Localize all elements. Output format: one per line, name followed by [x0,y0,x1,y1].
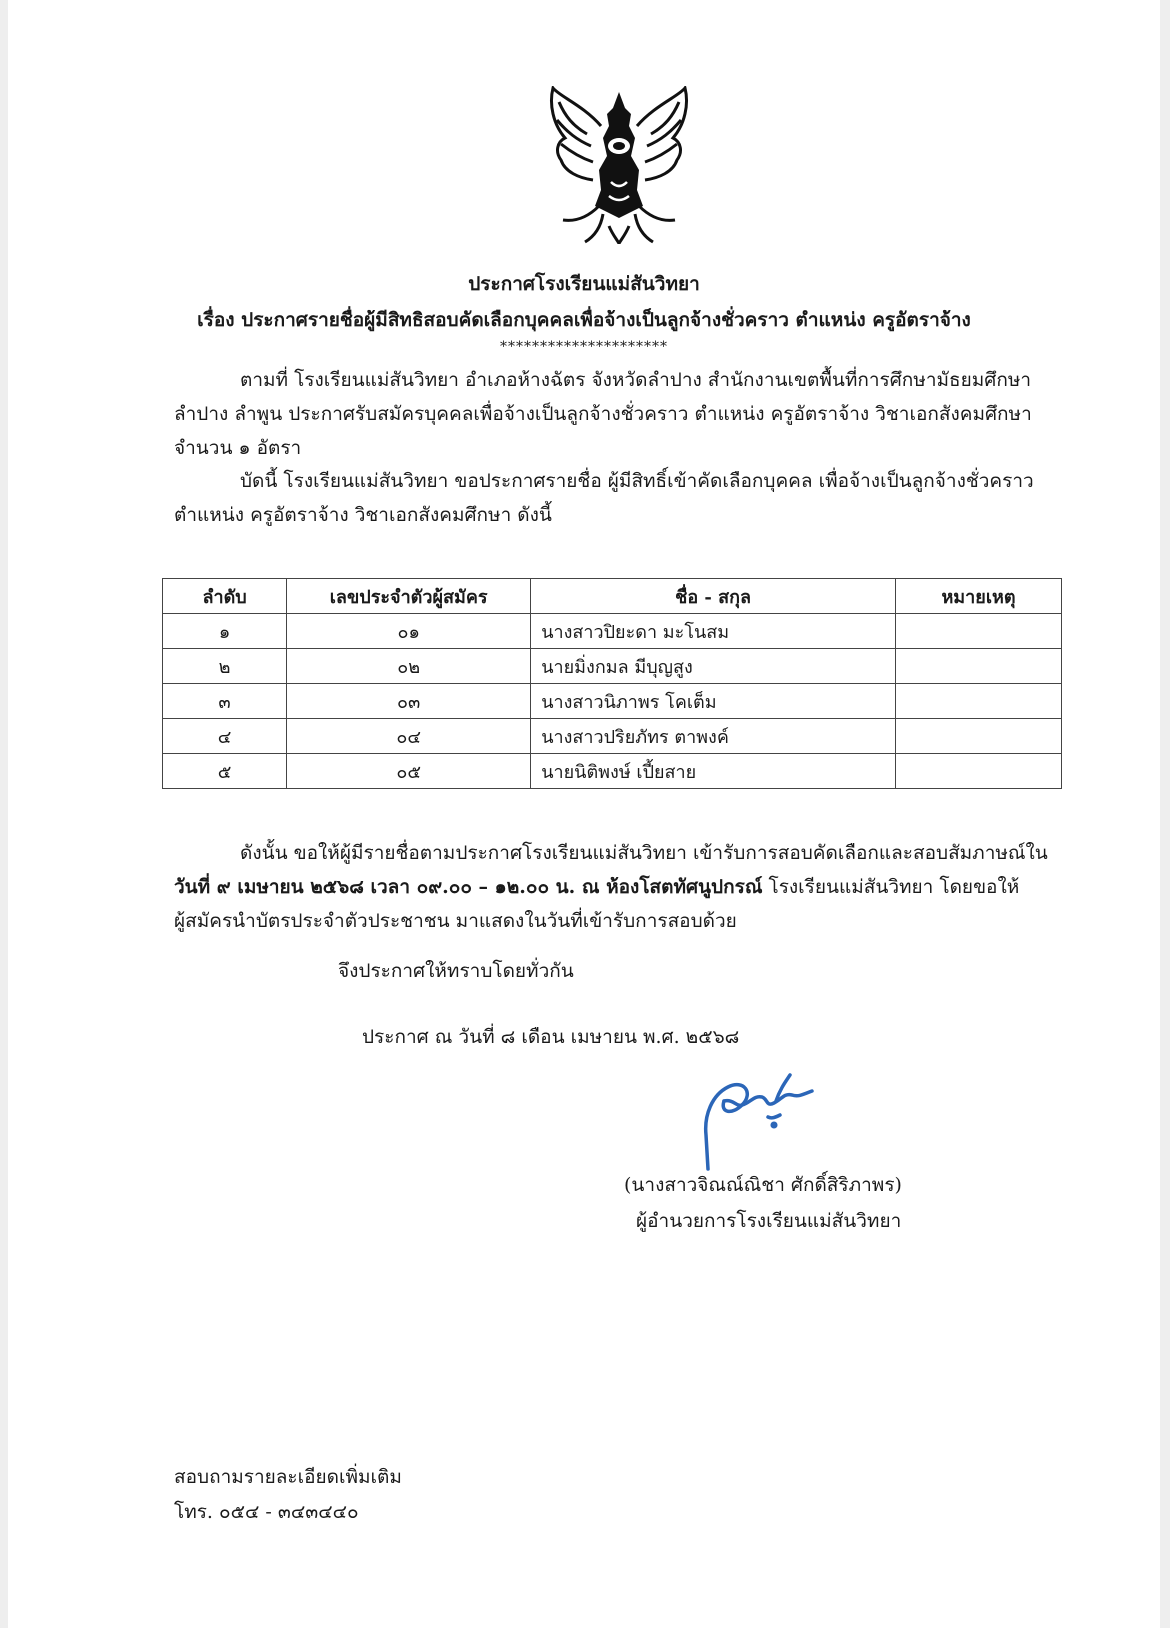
announcement-subject: เรื่อง ประกาศรายชื่อผู้มีสิทธิสอบคัดเลือกบุคคลเพื่อจ้างเป็นลูกจ้างชั่วคราว ตำแหน่ง ครูอัตราจ้าง [197,309,971,331]
table-row [163,614,1062,649]
footer-inquiry: สอบถามรายละเอียดเพิ่มเติม [174,1466,402,1488]
row-applicant-id: ๐๔ [287,719,531,754]
row-name: นางสาวปริยภัทร ตาพงค์ [531,719,896,754]
row-remark [895,719,1061,754]
row-remark [895,614,1061,649]
row-remark [895,754,1061,789]
row-name: นางสาวปิยะดา มะโนสม [531,614,896,649]
body-para1-line1: ตามที่ โรงเรียนแม่สันวิทยา อำเภอห้างฉัตร จังหวัดลำปาง สำนักงานเขตพื้นที่การศึกษามัธยมศึกษา [240,369,1032,391]
header-name: ชื่อ - สกุล [531,579,896,614]
row-no: ๑ [163,614,287,649]
announcement-title: ประกาศโรงเรียนแม่สันวิทยา [468,273,700,295]
row-name: นายนิติพงษ์ เปี้ยสาย [531,754,896,789]
exam-line2-rest: โรงเรียนแม่สันวิทยา โดยขอให้ [762,876,1020,898]
body-para2-line1: บัดนี้ โรงเรียนแม่สันวิทยา ขอประกาศรายชื่อ ผู้มีสิทธิ์เข้าคัดเลือกบุคคล เพื่อจ้างเป็นลูกจ้างชั่วคราว [240,470,1034,492]
row-remark [895,649,1061,684]
header-applicant-id: เลขประจำตัวผู้สมัคร [287,579,531,614]
footer-phone: โทร. ๐๕๔ - ๓๔๓๔๔๐ [174,1501,359,1523]
table-header-row [163,579,1062,614]
exam-line3: ผู้สมัครนำบัตรประจำตัวประชาชน มาแสดงในวันที่เข้ารับการสอบด้วย [174,910,737,932]
body-para1-line2: ลำปาง ลำพูน ประกาศรับสมัครบุคคลเพื่อจ้างเป็นลูกจ้างชั่วคราว ตำแหน่ง ครูอัตราจ้าง วิชาเอกสังคมศึกษา [174,403,1032,425]
row-no: ๓ [163,684,287,719]
garuda-emblem-icon [539,86,699,246]
star-divider: ********************* [500,339,668,355]
signatory-name: (นางสาวจิณณ์ณิชา ศักดิ์สิริภาพร) [624,1174,902,1196]
exam-date-time-location: วันที่ ๙ เมษายน ๒๕๖๘ เวลา ๐๙.๐๐ – ๑๒.๐๐ น. ณ ห้องโสตทัศนูปกรณ์ [174,876,763,898]
row-no: ๕ [163,754,287,789]
row-applicant-id: ๐๓ [287,684,531,719]
announcement-page [8,0,1160,1628]
row-remark [895,684,1061,719]
candidate-table [162,578,1062,789]
row-no: ๔ [163,719,287,754]
body-para1-line3: จำนวน ๑ อัตรา [174,437,302,459]
table-row [163,684,1062,719]
table-row [163,754,1062,789]
row-applicant-id: ๐๑ [287,614,531,649]
row-name: นายมิ่งกมล มีบุญสูง [531,649,896,684]
header-no: ลำดับ [163,579,287,614]
row-name: นางสาวนิภาพร โคเต็ม [531,684,896,719]
row-no: ๒ [163,649,287,684]
row-applicant-id: ๐๕ [287,754,531,789]
closing-announce: จึงประกาศให้ทราบโดยทั่วกัน [338,960,574,982]
table-row [163,649,1062,684]
row-applicant-id: ๐๒ [287,649,531,684]
signature-icon [684,1065,834,1175]
header-remark: หมายเหตุ [895,579,1061,614]
announcement-date: ประกาศ ณ วันที่ ๘ เดือน เมษายน พ.ศ. ๒๕๖๘ [362,1026,740,1048]
exam-line1: ดังนั้น ขอให้ผู้มีรายชื่อตามประกาศโรงเรียนแม่สันวิทยา เข้ารับการสอบคัดเลือกและสอบสัมภาษณ์ใน [240,842,1048,864]
body-para2-line2: ตำแหน่ง ครูอัตราจ้าง วิชาเอกสังคมศึกษา ดังนี้ [174,504,552,526]
signatory-position: ผู้อำนวยการโรงเรียนแม่สันวิทยา [636,1210,902,1232]
table-row [163,719,1062,754]
exam-line2 [174,872,1019,902]
